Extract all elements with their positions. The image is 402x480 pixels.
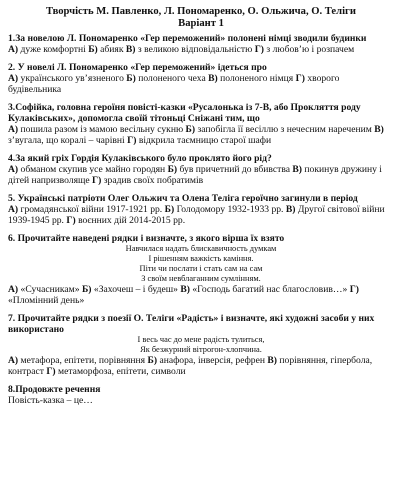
option-label: Г) <box>66 215 76 226</box>
option-label: Г) <box>127 135 137 146</box>
option-label: Б) <box>126 73 136 84</box>
question-text: 7. Прочитайте рядки з поезії О. Теліги «Радість» і визначте, які художні засоби у них використано <box>8 313 375 335</box>
question-6 <box>8 233 394 306</box>
option-label: В) <box>267 355 277 366</box>
poem-excerpt <box>8 335 394 355</box>
answer-options <box>8 73 394 95</box>
option-text: порівняння, гіпербола, контраст <box>8 355 373 377</box>
option-text: українського ув’язненого <box>20 73 124 84</box>
answer-options <box>8 124 394 146</box>
poem-line: І рішенням важкість каміння. <box>148 254 254 263</box>
option-label: Б) <box>164 204 175 215</box>
option-label: Б) <box>167 164 178 175</box>
option-label: В) <box>285 204 296 215</box>
answer-options <box>8 355 394 377</box>
option-text: полоненого німця <box>220 73 294 84</box>
option-text: відкрила таємницю старої шафи <box>138 135 272 146</box>
question-3 <box>8 102 394 146</box>
option-label: В) <box>180 284 190 295</box>
question-text: 3.Софійка, головна героїня повісті-казки «Русалонька із 7-В, або Прокляття роду Кулаківських», допомогла своїй тітоньці Сніжані тим, що <box>8 102 361 124</box>
question-text: 1.За новелою Л. Пономаренко «Гер переможений» полонені німці зводили будинки <box>8 33 367 44</box>
option-label: Б) <box>147 355 158 366</box>
question-2 <box>8 62 394 95</box>
option-label: А) <box>8 124 19 135</box>
option-text: Голодомору 1932-1933 рр. <box>176 204 284 215</box>
page-title: Творчість М. Павленко, Л. Пономаренко, О. Ольжича, О. Теліги <box>46 6 356 17</box>
question-5 <box>8 193 394 226</box>
question-text: 8.Продовжте речення <box>8 384 101 395</box>
option-text: покинув дружину і дітей напризволяще <box>8 164 382 186</box>
poem-line: Піти чи послати і стать сам на сам <box>139 264 263 273</box>
question-text: 4.За який гріх Гордія Кулаківського було проклято його рід? <box>8 153 272 164</box>
option-label: А) <box>8 44 19 55</box>
option-text: метаморфоза, епітети, символи <box>58 366 186 377</box>
option-label: В) <box>374 124 384 135</box>
option-text: з любов’ю і розпачем <box>266 44 355 55</box>
option-label: В) <box>292 164 302 175</box>
answer-options <box>8 204 394 226</box>
option-label: Г) <box>46 366 56 377</box>
option-text: був причетний до вбивства <box>179 164 290 175</box>
option-label: Б) <box>81 284 92 295</box>
option-text: «Захочеш – і будеш» <box>93 284 178 295</box>
question-7 <box>8 313 394 377</box>
option-label: Г) <box>92 175 102 186</box>
question-text: 5. Українські патріоти Олег Ольжич та Олена Теліга героїчно загинули в період <box>8 193 358 204</box>
option-label: А) <box>8 284 19 295</box>
option-text: з великою відповідальністю <box>137 44 253 55</box>
option-label: В) <box>208 73 218 84</box>
variant-label: Варіант 1 <box>178 18 224 29</box>
option-text: «Сучасникам» <box>20 284 80 295</box>
option-text: запобігла її весіллю з нечесним нареченим <box>197 124 372 135</box>
option-label: А) <box>8 164 19 175</box>
option-text: метафора, епітети, порівняння <box>20 355 146 366</box>
option-text: полоненого чеха <box>138 73 206 84</box>
poem-line: З своїм невблаганним сумлінням. <box>141 274 261 283</box>
option-text: Другої світової війни 1939-1945 рр. <box>8 204 385 226</box>
option-label: Б) <box>185 124 196 135</box>
poem-line: Як безжурний вітрогон-хлопчина. <box>140 345 262 354</box>
poem-line: І весь час до мене радість тулиться, <box>137 335 265 344</box>
question-1 <box>8 33 394 55</box>
option-text: громадянської війни 1917-1921 рр. <box>20 204 163 215</box>
sentence-start: Повість-казка – це… <box>8 395 93 406</box>
option-text: дуже комфортні <box>20 44 86 55</box>
option-label: Г) <box>349 284 359 295</box>
option-text: «Пломінний день» <box>8 295 85 306</box>
option-text: зрадив своїх побратимів <box>103 175 204 186</box>
option-text: з’вугала, що коралі – чарівні <box>8 135 125 146</box>
option-text: пошила разом із мамою весільну сукню <box>20 124 184 135</box>
option-label: Г) <box>254 44 265 55</box>
question-4 <box>8 153 394 186</box>
option-text: обманом скупив усе майно городян <box>20 164 166 175</box>
option-text: анафора, інверсія, рефрен <box>159 355 265 366</box>
option-text: хворого будівельника <box>8 73 340 95</box>
option-label: А) <box>8 355 19 366</box>
option-text: абияк <box>100 44 124 55</box>
question-8 <box>8 384 394 406</box>
poem-excerpt <box>8 244 394 284</box>
option-label: Г) <box>295 73 305 84</box>
answer-options <box>8 284 394 306</box>
option-label: А) <box>8 204 19 215</box>
option-text: «Господь багатий нас благословив…» <box>192 284 348 295</box>
question-text: 6. Прочитайте наведені рядки і визначте, з якого вірша їх взято <box>8 233 285 244</box>
question-text: 2. У новелі Л. Пономаренко «Гер переможений» ідеться про <box>8 62 267 73</box>
option-label: В) <box>125 44 136 55</box>
option-label: А) <box>8 73 19 84</box>
answer-options <box>8 44 394 55</box>
option-text: воєнних дій 2014-2015 рр. <box>78 215 186 226</box>
option-label: Б) <box>88 44 98 55</box>
answer-options <box>8 164 394 186</box>
poem-line: Навчилася надать блискавичность думкам <box>125 244 277 253</box>
